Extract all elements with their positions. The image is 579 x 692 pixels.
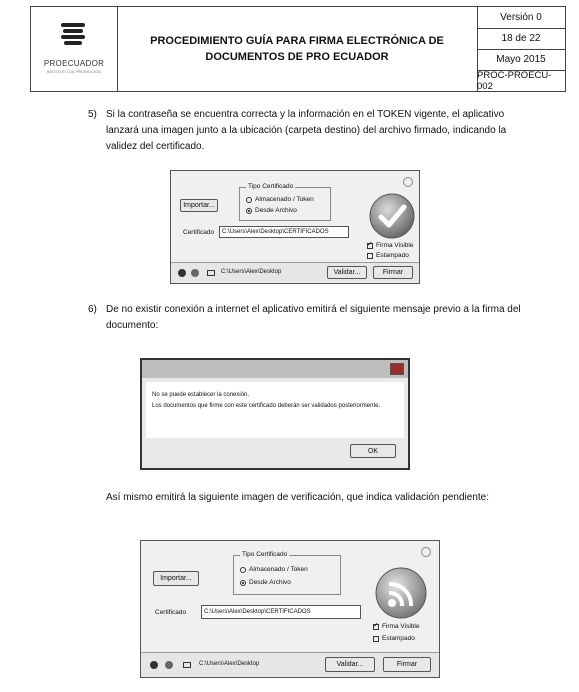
message-body: [146, 382, 404, 438]
stamp-checkbox[interactable]: Estampado: [367, 252, 409, 259]
document-header: [30, 6, 566, 92]
dialog-toolbar: [141, 652, 439, 677]
certificate-label: Certificado: [155, 609, 187, 616]
radio-file[interactable]: Desde Archivo: [240, 579, 291, 586]
folder-icon[interactable]: [183, 662, 191, 668]
message-line-1: No se puede establecer la conexión.: [152, 392, 250, 398]
step-5-paragraph: [88, 107, 536, 155]
stamp-checkbox[interactable]: Estampado: [373, 635, 415, 642]
page-number-cell: 18 de 22: [477, 28, 565, 50]
signing-dialog-pending: [140, 540, 440, 678]
step-6b-text: Así mismo emitirá la siguiente imagen de verificación, que indica validación pendiente:: [106, 492, 489, 503]
certificate-path-input[interactable]: C:\Users\Alex\Desktop\CERTIFICADOS: [219, 226, 349, 238]
certificate-type-group: [233, 551, 341, 595]
step-6b-paragraph: [106, 490, 536, 506]
step-5-number: 5): [88, 109, 97, 120]
document-title: PROCEDIMIENTO GUÍA PARA FIRMA ELECTRÓNICA DE DOCUMENTOS DE PRO ECUADOR: [150, 35, 444, 63]
code-cell: PROC-PROECU-002: [477, 69, 552, 92]
logo-cell: [31, 7, 118, 91]
proecuador-logo-icon: [61, 23, 85, 49]
radio-token[interactable]: Almacenado / Token: [246, 196, 314, 203]
certificate-type-group: [239, 183, 331, 221]
close-icon[interactable]: [390, 363, 404, 375]
dialog-toolbar: [171, 262, 419, 283]
logo-text: PROECUADOR: [43, 59, 105, 68]
step-6-paragraph: [88, 302, 536, 334]
pending-validation-icon: [375, 567, 427, 619]
folder-icon[interactable]: [207, 270, 215, 276]
title-cell: [117, 7, 478, 91]
dialog-titlebar: [142, 360, 408, 378]
logo-tagline: INSTITUTO DE PROMOCIÓN: [47, 69, 101, 74]
certificate-label: Certificado: [183, 229, 215, 236]
step-6-text: De no existir conexión a internet el aplicativo emitirá el siguiente mensaje previo a la firma del documento:: [106, 304, 521, 331]
version-cell: Versión 0: [477, 7, 565, 29]
output-path: C:\Users\Alex\Desktop: [221, 269, 282, 275]
valid-check-icon: [369, 193, 415, 239]
radio-file[interactable]: Desde Archivo: [246, 207, 297, 214]
import-button[interactable]: Importar...: [153, 571, 199, 586]
date-cell: Mayo 2015: [477, 49, 565, 71]
message-line-2: Los documentos que firme con este certificado deberán ser validados posteriormente.: [152, 403, 381, 409]
settings-icon[interactable]: [191, 269, 199, 277]
validate-button[interactable]: Validar...: [325, 657, 375, 672]
radio-token[interactable]: Almacenado / Token: [240, 566, 308, 573]
status-indicator-icon: [421, 547, 431, 557]
info-icon[interactable]: [150, 661, 158, 669]
certificate-type-label: Tipo Certificado: [242, 551, 288, 558]
signing-dialog-valid: [170, 170, 420, 284]
sign-button[interactable]: Firmar: [373, 266, 413, 279]
settings-icon[interactable]: [165, 661, 173, 669]
sign-button[interactable]: Firmar: [383, 657, 431, 672]
import-button[interactable]: Importar...: [180, 199, 218, 212]
info-icon[interactable]: [178, 269, 186, 277]
certificate-type-label: Tipo Certificado: [248, 183, 294, 190]
validate-button[interactable]: Validar...: [327, 266, 367, 279]
visible-signature-checkbox[interactable]: ✓ Firma Visible: [367, 242, 413, 249]
step-6-number: 6): [88, 304, 97, 315]
certificate-path-input[interactable]: C:\Users\Alex\Desktop\CERTIFICADOS: [201, 605, 361, 619]
status-indicator-icon: [403, 177, 413, 187]
connection-message-dialog: [140, 358, 410, 470]
output-path: C:\Users\Alex\Desktop: [199, 661, 260, 667]
visible-signature-checkbox[interactable]: ✓ Firma Visible: [373, 623, 419, 630]
ok-button[interactable]: OK: [350, 444, 396, 458]
step-5-text: Si la contraseña se encuentra correcta y la información en el TOKEN vigente, el aplicativo lanzará una imagen junto a la ubicación (carpeta destino) del archivo firmado, indicando la validez del certificado.: [106, 109, 507, 152]
